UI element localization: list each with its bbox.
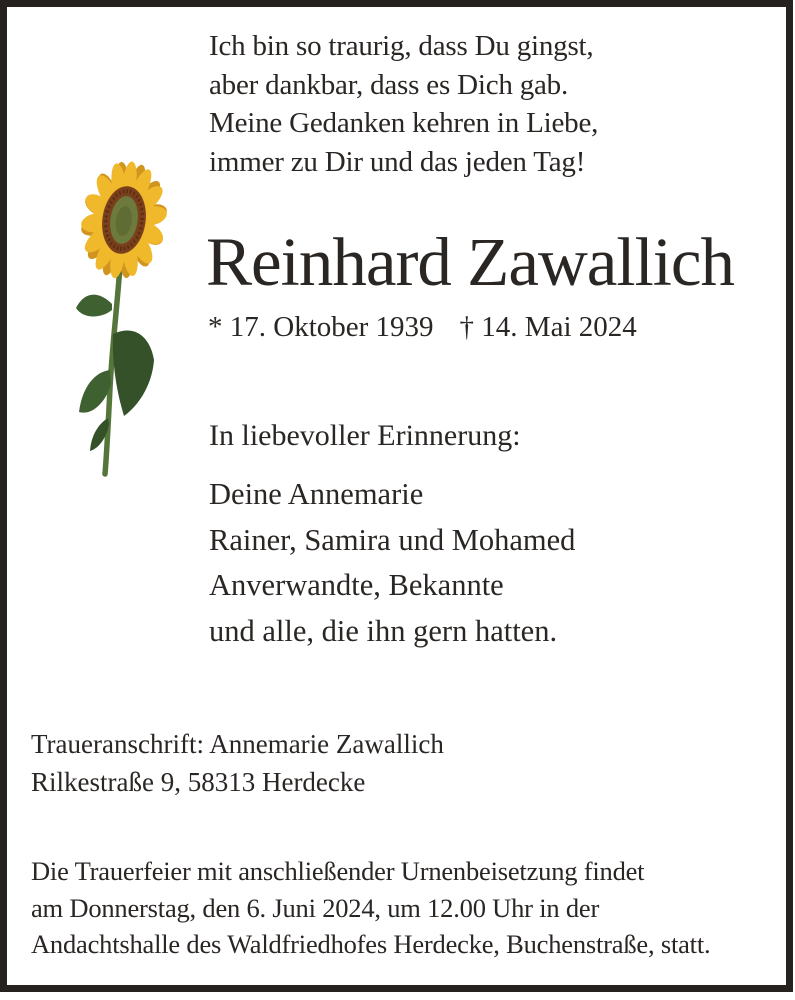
birth-date: * 17. Oktober 1939 (208, 311, 434, 343)
sunflower-image (50, 138, 208, 483)
deceased-name: Reinhard Zawallich (206, 224, 735, 300)
mourners-list (209, 472, 575, 654)
condolence-address (31, 726, 444, 801)
mourner-line: Rainer, Samira und Mohamed (209, 522, 576, 557)
condolence-line: Traueranschrift: Annemarie Zawallich (31, 729, 444, 759)
mourner-line: Deine Annemarie (209, 477, 424, 511)
verse-line: immer zu Dir und das jeden Tag! (209, 145, 586, 178)
verse-line: Ich bin so traurig, dass Du gingst, (209, 30, 594, 62)
service-line: am Donnerstag, den 6. Juni 2024, um 12.00 Uhr in der (31, 892, 600, 923)
mourner-line: und alle, die ihn gern hatten. (209, 613, 558, 648)
verse-line: aber dankbar, dass es Dich gab. (209, 68, 569, 101)
verse-line: Meine Gedanken kehren in Liebe, (209, 107, 599, 139)
death-date: † 14. Mai 2024 (459, 311, 637, 343)
life-dates (208, 310, 637, 344)
memory-heading: In liebevoller Erinnerung: (209, 419, 521, 452)
service-line: Andachtshalle des Waldfriedhofes Herdecke, Buchenstraße, statt. (31, 929, 711, 959)
mourner-line: Anverwandte, Bekannte (209, 568, 504, 602)
funeral-service-info (31, 853, 710, 963)
service-line: Die Trauerfeier mit anschließender Urnenbeisetzung findet (31, 856, 645, 886)
condolence-line: Rilkestraße 9, 58313 Herdecke (31, 766, 366, 797)
memorial-verse (209, 27, 598, 181)
